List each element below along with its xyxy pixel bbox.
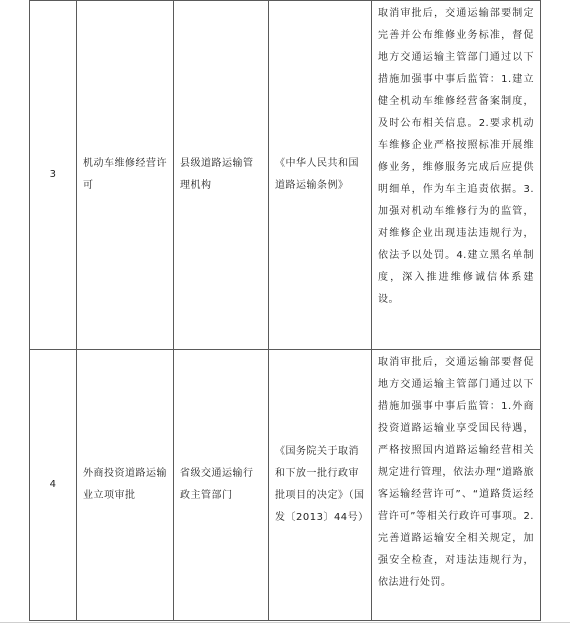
implementing-authority: 省级交通运输行政主管部门 [174,350,269,621]
table-row [30,350,541,621]
approval-items-table [29,0,541,621]
row-number: 4 [30,350,77,621]
approval-item-name: 外商投资道路运输业立项审批 [77,350,174,621]
page-divider [0,622,570,623]
approval-item-name: 机动车维修经营许可 [77,1,174,350]
implementing-authority: 县级道路运输管理机构 [174,1,269,350]
legal-basis: 《国务院关于取消和下放一批行政审批项目的决定》（国发〔2013〕44号） [269,350,372,621]
supervision-measures: 取消审批后，交通运输部要督促地方交通运输主管部门通过以下措施加强事中事后监管：1.外商投资道路运输业享受国民待遇，严格按照国内道路运输经营相关规定进行管理，依法办理“道路旅客运输经营许可”、“道路货运经营许可”等相关行政许可事项。2.完善道路运输安全相关规定，加强安全检查，对违法违规行为，依法进行处罚。 [372,350,541,621]
row-number: 3 [30,1,77,350]
table-row [30,1,541,350]
legal-basis: 《中华人民共和国道路运输条例》 [269,1,372,350]
supervision-measures: 取消审批后，交通运输部要制定完善并公布维修业务标准，督促地方交通运输主管部门通过以下措施加强事中事后监管：1.建立健全机动车维修经营备案制度，及时公布相关信息。2.要求机动车维修企业严格按照标准开展维修业务，维修服务完成后应提供明细单，作为车主追责依据。3.加强对机动车维修行为的监管，对维修企业出现违法违规行为，依法予以处罚。4.建立黑名单制度，深入推进维修诚信体系建设。 [372,1,541,350]
